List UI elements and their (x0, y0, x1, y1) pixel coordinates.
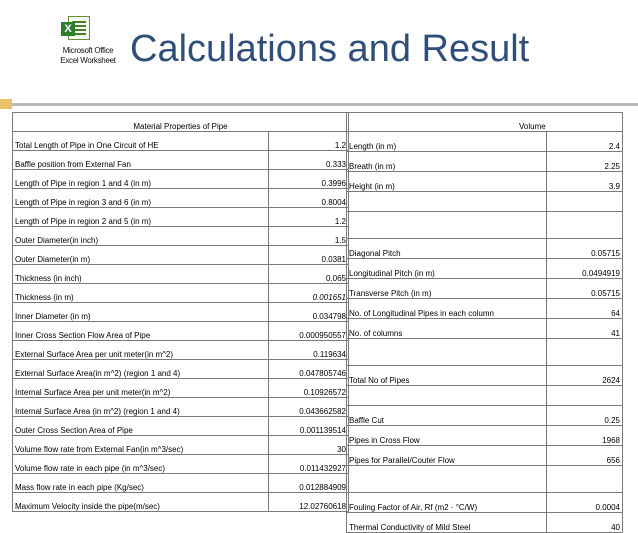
row-label: Baffle position from External Fan (13, 151, 269, 170)
row-label: Internal Surface Area per unit meter(in m^2) (13, 379, 269, 398)
table-row (13, 455, 349, 474)
row-label: Inner Cross Section Flow Area of Pipe (13, 322, 269, 341)
row-label: Total No of Pipes (347, 366, 547, 386)
table-row (347, 446, 623, 466)
volume-table (346, 112, 623, 533)
table-row (13, 303, 349, 322)
table-row (13, 246, 349, 265)
row-value: 0.8004 (269, 189, 349, 208)
row-label: Length of Pipe in region 3 and 6 (in m) (13, 189, 269, 208)
row-value (547, 386, 623, 406)
table-row (347, 466, 623, 493)
table-row (347, 426, 623, 446)
table-row (347, 212, 623, 239)
volume-header (347, 113, 623, 132)
row-value: 0.012884909 (269, 474, 349, 493)
table-row (347, 513, 623, 533)
table-row (13, 265, 349, 284)
embedded-object-label (46, 46, 130, 66)
row-label: Length of Pipe in region 1 and 4 (in m) (13, 170, 269, 189)
table-row (13, 322, 349, 341)
embedded-object-label-line1: Microsoft Office (62, 46, 114, 55)
row-value: 0.001139514 (269, 417, 349, 436)
table-row (13, 417, 349, 436)
row-label: Volume flow rate from External Fan(in m^3/sec) (13, 436, 269, 455)
row-value: 656 (547, 446, 623, 466)
table-row (13, 284, 349, 303)
row-label: Fouling Factor of Air, Rf (m2 · °C/W) (347, 493, 547, 513)
table-row (347, 239, 623, 259)
row-label: Outer Cross Section Area of Pipe (13, 417, 269, 436)
row-value: 2.4 (547, 132, 623, 152)
table-header-row (13, 113, 349, 132)
table-row (13, 208, 349, 227)
row-label: Length (in m) (347, 132, 547, 152)
table-row (347, 172, 623, 192)
row-label: Volume flow rate in each pipe (in m^3/sec) (13, 455, 269, 474)
row-label (347, 466, 547, 493)
table-header-row (347, 113, 623, 132)
row-label: Internal Surface Area (in m^2) (region 1 and 4) (13, 398, 269, 417)
row-label (347, 212, 547, 239)
table-row (347, 279, 623, 299)
row-label: Thermal Conductivity of Mild Steel (347, 513, 547, 533)
table-row (13, 341, 349, 360)
table-row (347, 152, 623, 172)
row-value (547, 212, 623, 239)
row-label: Mass flow rate in each pipe (Kg/sec) (13, 474, 269, 493)
row-value: 0.000950557 (269, 322, 349, 341)
row-label: Diagonal Pitch (347, 239, 547, 259)
row-value: 0.25 (547, 406, 623, 426)
row-value: 0.3996 (269, 170, 349, 189)
row-value: 0.333 (269, 151, 349, 170)
row-value: 40 (547, 513, 623, 533)
row-label: Thickness (in inch) (13, 265, 269, 284)
slide-title: Calculations and Result (130, 28, 530, 70)
row-label: Total Length of Pipe in One Circuit of HE (13, 132, 269, 151)
title-divider (0, 103, 638, 106)
table-row (347, 339, 623, 366)
row-value: 1.2 (269, 208, 349, 227)
row-value: 0.034798 (269, 303, 349, 322)
table-row (347, 406, 623, 426)
material-properties-table (12, 112, 349, 512)
row-label: Height (in m) (347, 172, 547, 192)
row-value: 30 (269, 436, 349, 455)
table-row (13, 379, 349, 398)
row-value (547, 339, 623, 366)
table-row (347, 192, 623, 212)
table-row (347, 319, 623, 339)
table-row (13, 151, 349, 170)
material-properties-header: Material Properties of Pipe (13, 113, 349, 132)
row-label: Outer Diameter(in m) (13, 246, 269, 265)
row-value: 41 (547, 319, 623, 339)
table-row (347, 386, 623, 406)
row-value: 1.5 (269, 227, 349, 246)
row-label: Inner Diameter (in m) (13, 303, 269, 322)
row-value: 0.10926572 (269, 379, 349, 398)
row-label (347, 192, 547, 212)
row-value: 0.0004 (547, 493, 623, 513)
table-row (347, 493, 623, 513)
row-label: Length of Pipe in region 2 and 5 (in m) (13, 208, 269, 227)
row-label: Pipes in Cross Flow (347, 426, 547, 446)
excel-worksheet-icon[interactable] (52, 16, 122, 76)
row-value: 0.065 (269, 265, 349, 284)
row-label: Pipes for Parallel/Couter Flow (347, 446, 547, 466)
row-label: Maximum Velocity inside the pipe(m/sec) (13, 493, 269, 512)
table-row (13, 493, 349, 512)
row-value: 0.0494919 (547, 259, 623, 279)
row-value: 0.05715 (547, 279, 623, 299)
volume-header-label: Volume (519, 122, 546, 131)
table-row (347, 366, 623, 386)
row-value: 64 (547, 299, 623, 319)
row-label (347, 339, 547, 366)
table-row (13, 170, 349, 189)
row-label (347, 386, 547, 406)
row-value: 0.119634 (269, 341, 349, 360)
row-label: Breath (in m) (347, 152, 547, 172)
row-value: 0.047805746 (269, 360, 349, 379)
table-row (347, 299, 623, 319)
row-label: External Surface Area per unit meter(in m^2) (13, 341, 269, 360)
row-value: 1.2 (269, 132, 349, 151)
row-label: Thickness (in m) (13, 284, 269, 303)
row-value (547, 192, 623, 212)
row-label: Transverse Pitch (in m) (347, 279, 547, 299)
table-row (13, 132, 349, 151)
row-label: Longitudinal Pitch (in m) (347, 259, 547, 279)
row-value: 2.25 (547, 152, 623, 172)
excel-x-icon: X (61, 22, 75, 36)
row-value: 0.05715 (547, 239, 623, 259)
table-row (13, 436, 349, 455)
row-label: External Surface Area(in m^2) (region 1 and 4) (13, 360, 269, 379)
row-value: 3.9 (547, 172, 623, 192)
row-value (547, 466, 623, 493)
row-label: Outer Diameter(in inch) (13, 227, 269, 246)
table-row (347, 132, 623, 152)
row-value: 12.02760618 (269, 493, 349, 512)
embedded-object-label-line2: Excel Worksheet (60, 56, 116, 65)
row-value: 0.0381 (269, 246, 349, 265)
table-row (13, 398, 349, 417)
title-divider-accent (0, 99, 12, 109)
row-value: 2624 (547, 366, 623, 386)
row-value: 1968 (547, 426, 623, 446)
table-row (13, 227, 349, 246)
table-row (13, 360, 349, 379)
table-row (13, 474, 349, 493)
row-value: 0.001651 (269, 284, 349, 303)
row-label: Baffle Cut (347, 406, 547, 426)
row-label: No. of Longitudinal Pipes in each column (347, 299, 547, 319)
row-value: 0.043662582 (269, 398, 349, 417)
table-row (13, 189, 349, 208)
table-row (347, 259, 623, 279)
row-value: 0.011432927 (269, 455, 349, 474)
row-label: No. of columns (347, 319, 547, 339)
